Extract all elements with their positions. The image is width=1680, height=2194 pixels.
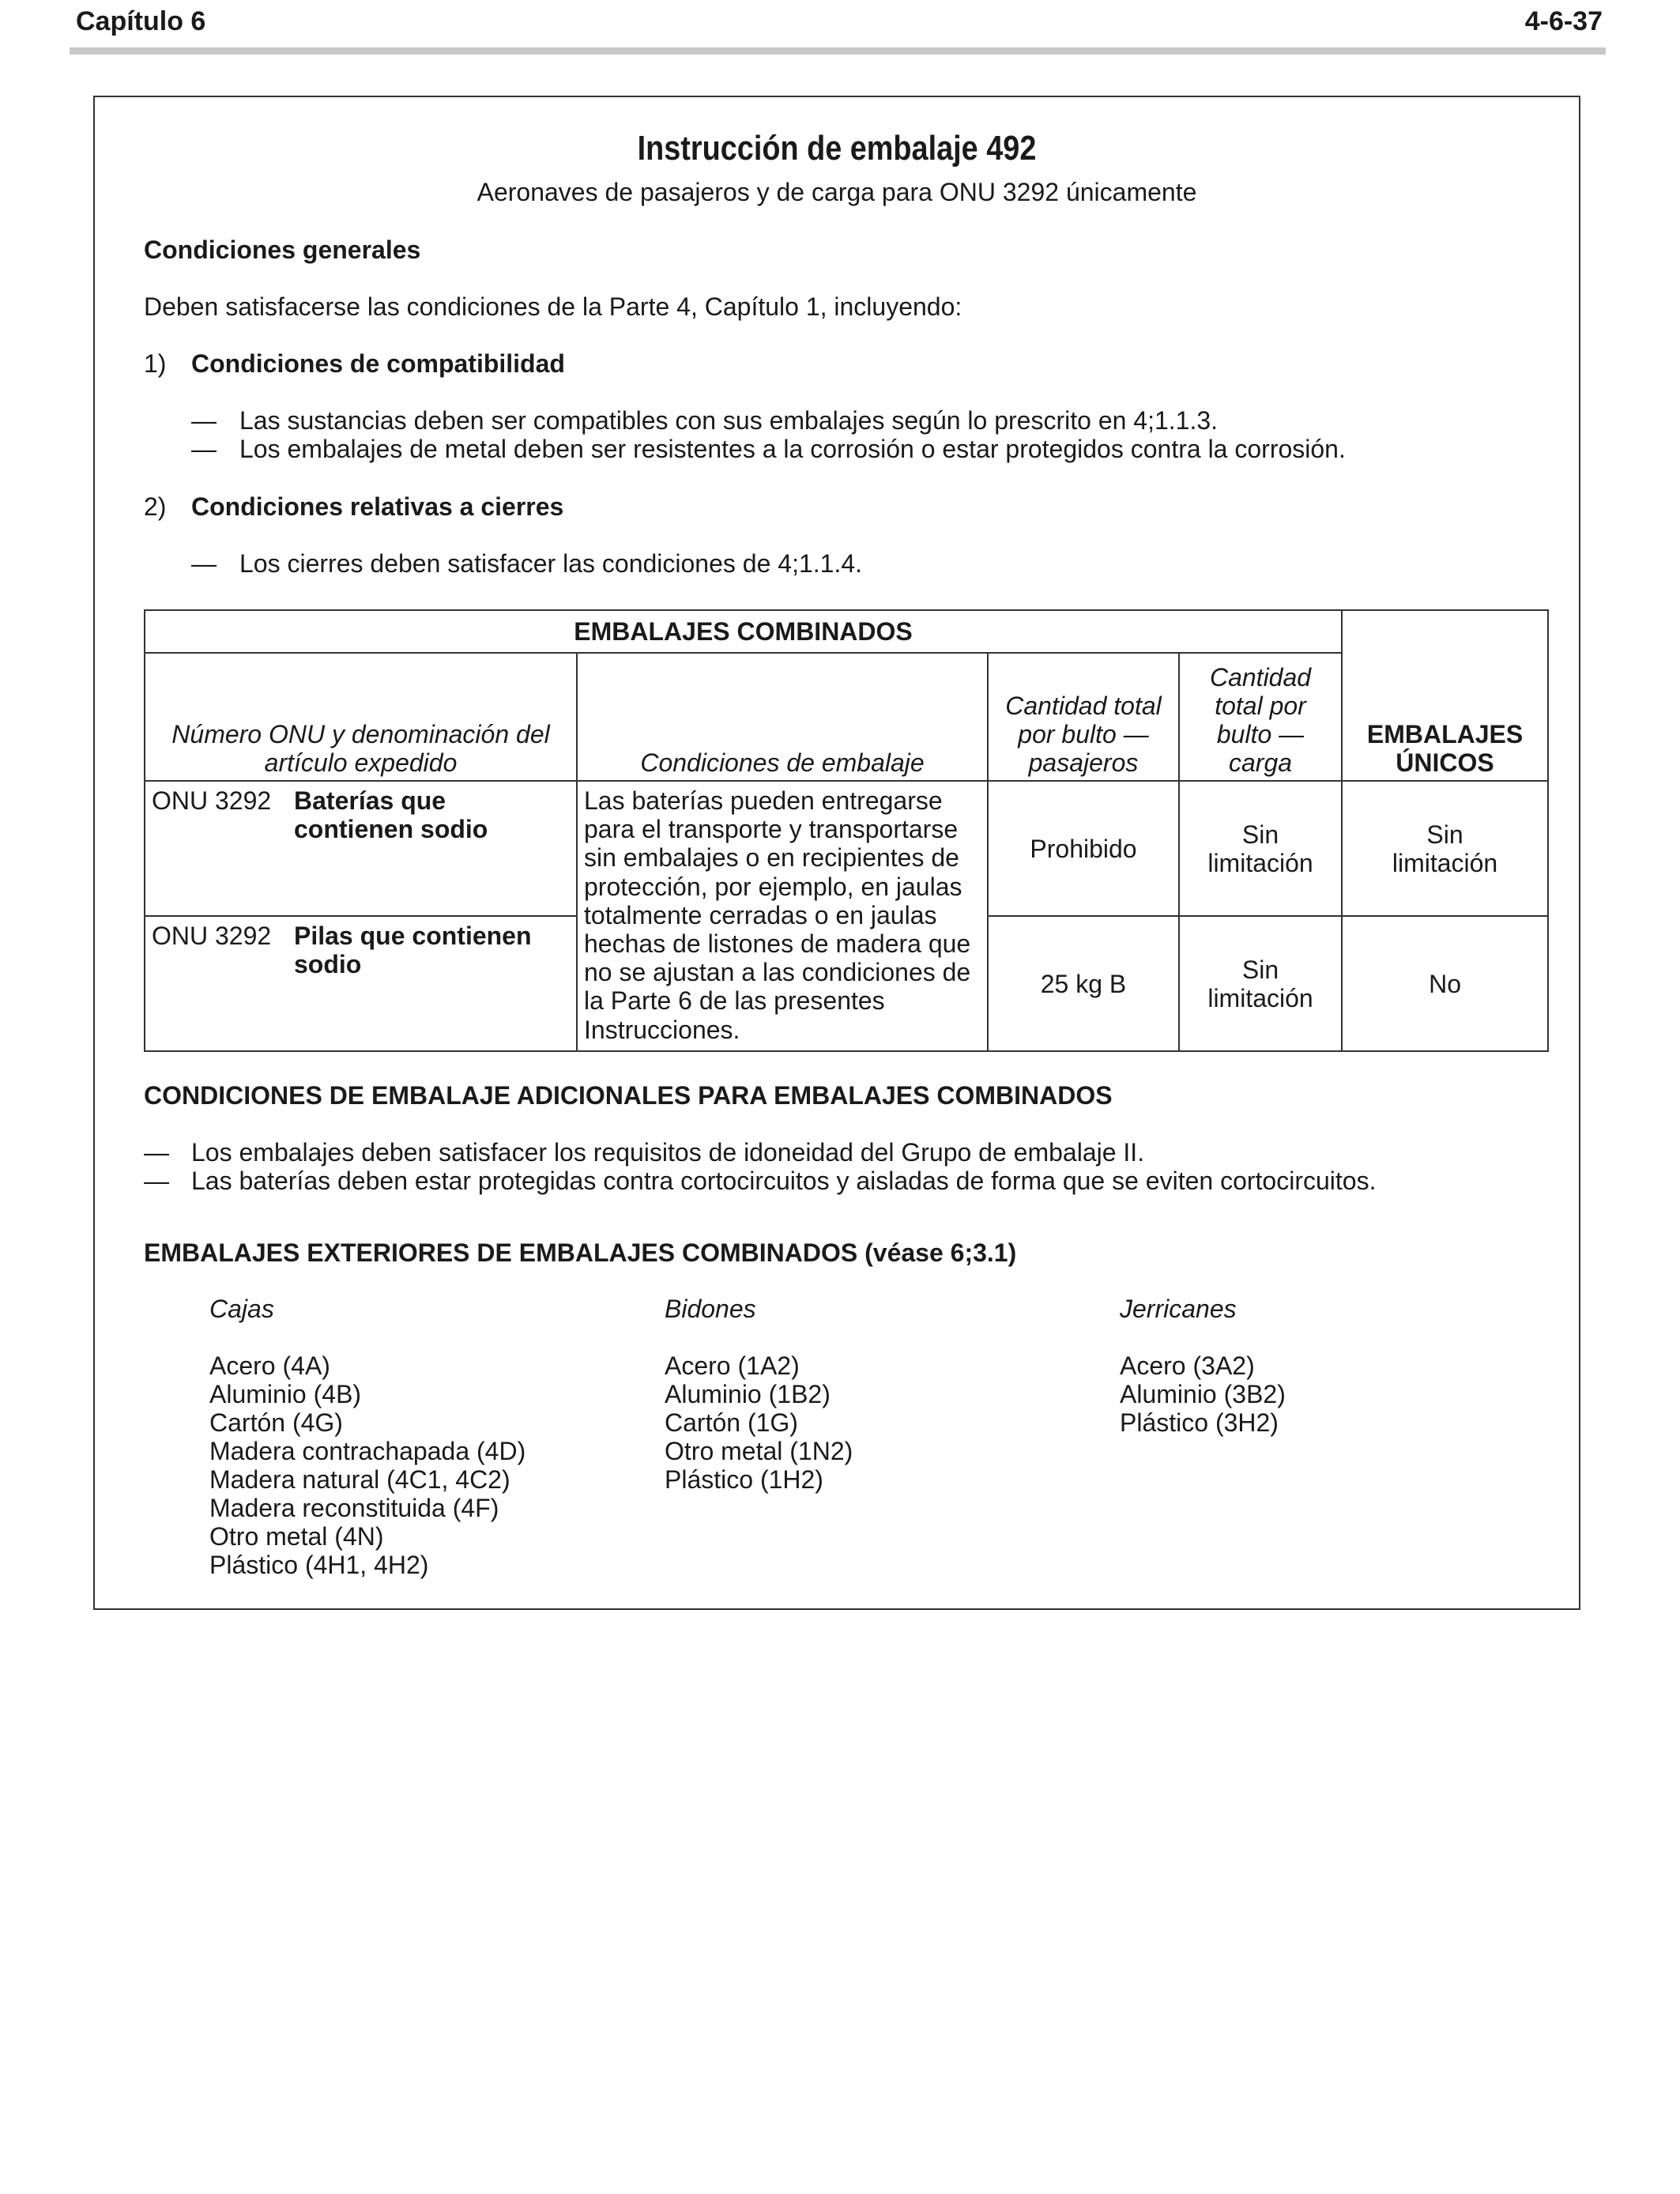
section-2-heading: Condiciones relativas a cierres — [191, 492, 564, 521]
list-item: Acero (1A2) — [665, 1351, 800, 1380]
row-1-un-cell — [145, 781, 577, 916]
page-header — [73, 6, 1606, 43]
list-item: Madera reconstituida (4F) — [209, 1494, 499, 1522]
list-item: Plástico (3H2) — [1120, 1408, 1279, 1437]
list-item: Cartón (4G) — [209, 1408, 343, 1437]
section-1-item-1: Las sustancias deben ser compatibles con sus embalajes según lo prescrito en 4;1.1.3. — [239, 406, 1219, 435]
outer-heading: EMBALAJES EXTERIORES DE EMBALAJES COMBINADOS (véase 6;3.1) — [144, 1238, 1017, 1267]
qty-cargo-header: Cantidad total por bulto — carga — [1179, 653, 1342, 781]
list-item: Aluminio (4B) — [209, 1380, 362, 1408]
outer-column-jerricans — [1120, 1295, 1286, 1437]
conditions-header: Condiciones de embalaje — [577, 653, 988, 781]
list-item: Aluminio (3B2) — [1120, 1380, 1286, 1408]
outer-column-drums — [665, 1295, 853, 1494]
column-title: Cajas — [209, 1295, 274, 1323]
row-2-passenger: 25 kg B — [988, 916, 1179, 1051]
row-1-single: Sin limitación — [1342, 781, 1548, 916]
row-2-single: No — [1342, 916, 1548, 1051]
row-2-name: Pilas que contienen sodio — [294, 922, 532, 978]
page-number: 4-6-37 — [1524, 6, 1603, 36]
section-1-number: 1) — [144, 349, 167, 378]
list-item: Plástico (1H2) — [665, 1465, 823, 1494]
section-1-heading: Condiciones de compatibilidad — [191, 349, 565, 378]
general-intro: Deben satisfacerse las condiciones de la Parte 4, Capítulo 1, incluyendo: — [144, 292, 962, 321]
table-row — [145, 610, 1548, 653]
section-2-dash-1: — — [191, 549, 217, 578]
table-row — [145, 781, 1548, 916]
column-title: Jerricanes — [1120, 1295, 1237, 1323]
packing-instruction-box — [93, 96, 1580, 1610]
additional-item-1: Los embalajes deben satisfacer los requisitos de idoneidad del Grupo de embalaje II. — [191, 1138, 1145, 1167]
section-1-item-2: Los embalajes de metal deben ser resistentes a la corrosión o estar protegidos contra la corrosión. — [239, 435, 1346, 463]
list-item: Acero (4A) — [209, 1351, 330, 1380]
conditions-cell: Las baterías pueden entregarse para el transporte y transportarse sin embalajes o en recipientes de protección, por ejemplo, en jaulas totalmente cerradas o en jaulas hechas de listones de madera que no se ajustan a las condiciones de la Parte 6 de las presentes Instrucciones. — [577, 781, 988, 1051]
page-title: Instrucción de embalaje 492 — [637, 129, 1037, 168]
list-item: Otro metal (4N) — [209, 1522, 384, 1551]
additional-item-2: Las baterías deben estar protegidas contra cortocircuitos y aisladas de forma que se eviten cortocircuitos. — [191, 1167, 1377, 1195]
list-item: Cartón (1G) — [665, 1408, 798, 1437]
list-item: Plástico (4H1, 4H2) — [209, 1551, 429, 1579]
row-2-un: ONU 3292 — [152, 922, 272, 950]
section-2-number: 2) — [144, 492, 167, 521]
list-item: Aluminio (1B2) — [665, 1380, 831, 1408]
table-row — [145, 653, 1548, 781]
additional-heading: CONDICIONES DE EMBALAJE ADICIONALES PARA EMBALAJES COMBINADOS — [144, 1081, 1113, 1110]
section-1-dash-2: — — [191, 435, 217, 463]
row-1-passenger: Prohibido — [988, 781, 1179, 916]
additional-dash-2: — — [144, 1167, 169, 1195]
list-item: Madera contrachapada (4D) — [209, 1437, 526, 1465]
list-item: Madera natural (4C1, 4C2) — [209, 1465, 510, 1494]
row-2-un-cell — [145, 916, 577, 1051]
qty-passenger-header: Cantidad total por bulto — pasajeros — [988, 653, 1179, 781]
row-1-name: Baterías que contienen sodio — [294, 786, 488, 843]
row-1-un: ONU 3292 — [152, 786, 272, 815]
list-item: Acero (3A2) — [1120, 1351, 1255, 1380]
list-item: Otro metal (1N2) — [665, 1437, 853, 1465]
combined-header: EMBALAJES COMBINADOS — [145, 610, 1342, 653]
general-conditions-heading: Condiciones generales — [144, 236, 421, 264]
additional-dash-1: — — [144, 1138, 169, 1167]
row-1-cargo: Sin limitación — [1179, 781, 1342, 916]
section-1-dash-1: — — [191, 406, 217, 435]
packaging-table — [144, 609, 1549, 1052]
chapter-label: Capítulo 6 — [76, 6, 206, 36]
page-subtitle: Aeronaves de pasajeros y de carga para ONU 3292 únicamente — [477, 178, 1197, 206]
header-rule — [70, 47, 1606, 55]
outer-column-boxes — [209, 1295, 525, 1579]
single-header: EMBALAJES ÚNICOS — [1342, 610, 1548, 781]
row-2-cargo: Sin limitación — [1179, 916, 1342, 1051]
section-2-item-1: Los cierres deben satisfacer las condiciones de 4;1.1.4. — [239, 549, 863, 578]
column-title: Bidones — [665, 1295, 756, 1323]
un-name-header: Número ONU y denominación del artículo expedido — [145, 653, 577, 781]
